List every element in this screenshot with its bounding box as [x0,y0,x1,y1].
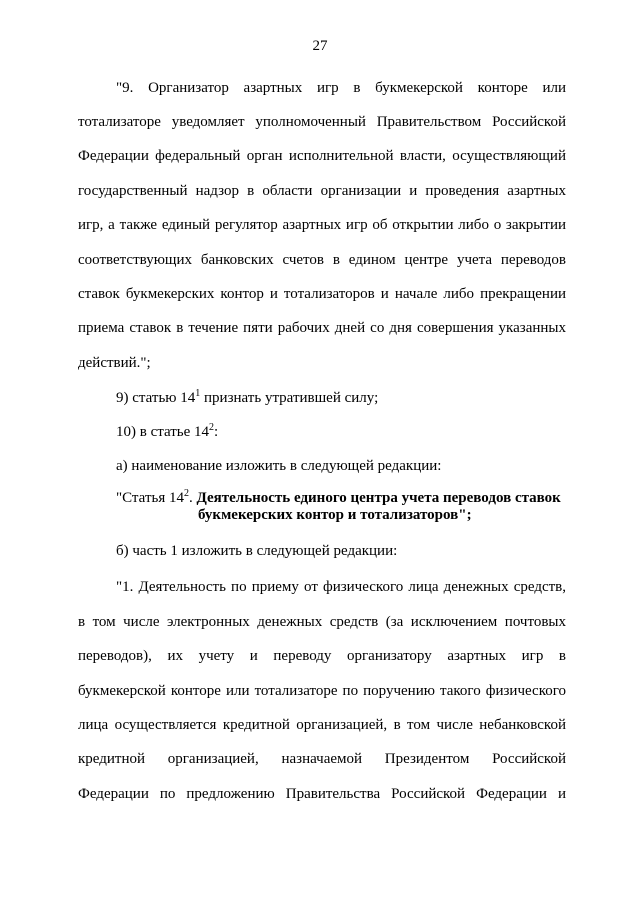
article-heading-sup: 2 [183,488,189,499]
item-10 [116,422,218,442]
paragraph-9-line-9: действий."; [78,355,151,371]
paragraph-1-line-5: лица осуществляется кредитной организацией, в том числе небанковской [78,717,566,733]
paragraph-9-line-1: "9. Организатор азартных игр в букмекерской конторе или [116,80,566,96]
paragraph-9-line-5: игр, а также единый регулятор азартных игр об открытии либо о закрытии [78,217,566,233]
paragraph-1-line-6: кредитной организацией, назначаемой Президентом Российской [78,751,566,767]
item-9 [116,388,378,408]
paragraph-9-line-4: государственный надзор в области организации и проведения азартных [78,183,566,199]
item-9-post: признать утратившей силу; [200,390,379,406]
paragraph-9-line-8: приема ставок в течение пяти рабочих дней со дня совершения указанных [78,320,566,336]
item-9-pre: 9) статью 14 [116,390,196,406]
item-10-pre: 10) в статье 14 [116,424,210,440]
paragraph-1-line-1: "1. Деятельность по приему от физического лица денежных средств, [116,579,566,595]
article-heading-pre: "Статья 14 [116,490,184,506]
item-b: б) часть 1 изложить в следующей редакции: [116,543,398,559]
item-10-sup: 2 [209,422,215,433]
item-10-post: : [214,424,219,440]
article-heading-title-1: Деятельность единого центра учета переводов ставок [196,490,561,506]
article-heading-dot: . [188,490,197,506]
paragraph-9-line-6: соответствующих банковских счетов в едином центре учета переводов [78,252,566,268]
paragraph-1-line-7: Федерации по предложению Правительства Российской Федерации и [78,786,566,802]
article-heading-line-1 [116,490,561,506]
paragraph-1-line-3: переводов), их учету и переводу организатору азартных игр в [78,648,566,664]
paragraph-1-line-4: букмекерской конторе или тотализаторе по поручению такого физического [78,683,566,699]
paragraph-9-line-3: Федерации федеральный орган исполнительной власти, осуществляющий [78,148,566,164]
paragraph-9-line-2: тотализаторе уведомляет уполномоченный Правительством Российской [78,114,566,130]
page-number: 27 [312,38,328,54]
paragraph-1-line-2: в том числе электронных денежных средств (за исключением почтовых [78,614,566,630]
article-heading [116,490,586,524]
paragraph-9-line-7: ставок букмекерских контор и тотализаторов и начале либо прекращении [78,286,566,302]
article-heading-title-2: букмекерских контор и тотализаторов"; [198,507,472,523]
item-9-sup: 1 [195,388,201,399]
item-a: а) наименование изложить в следующей редакции: [116,458,442,474]
